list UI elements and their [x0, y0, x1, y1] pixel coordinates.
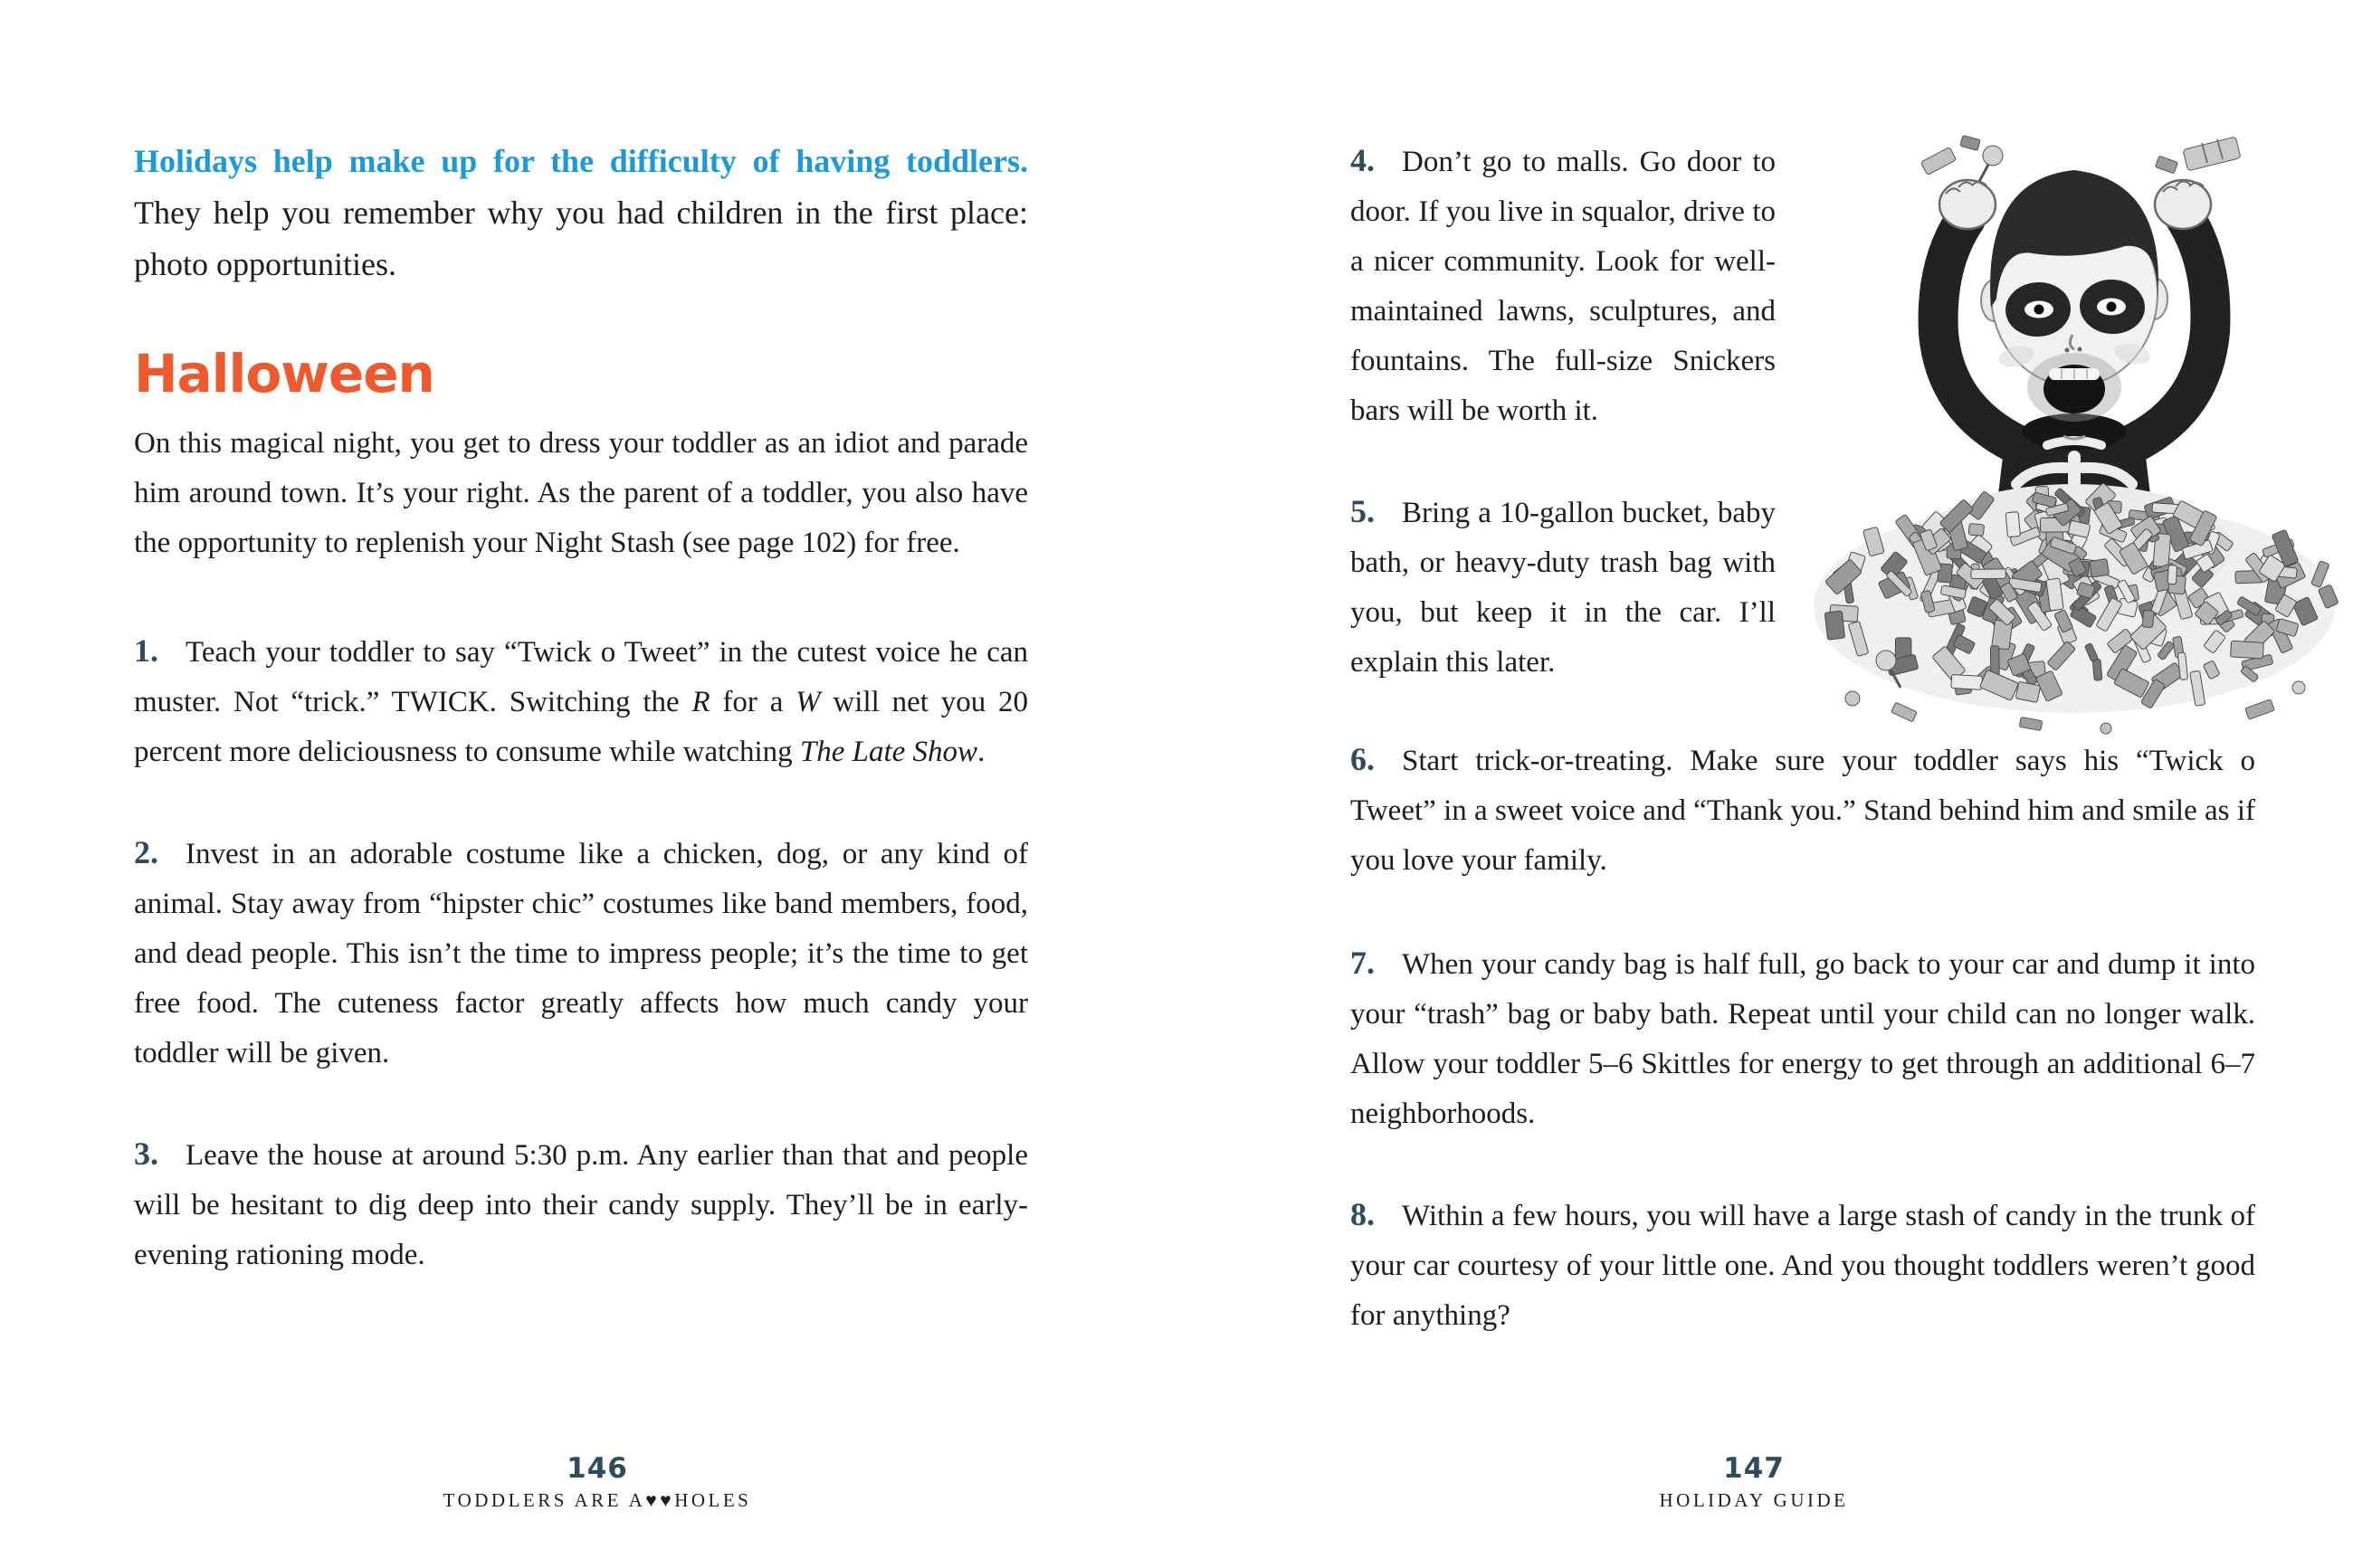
- item-text: Within a few hours, you will have a large stash of candy in the trunk of your car courtesy of your little one. And you thought toddlers weren’t good for anything?: [1350, 1200, 2255, 1332]
- intro-rest: They help you remember why you had children in the first place: photo opportunities.: [134, 195, 1028, 282]
- item-number: 7.: [1350, 945, 1375, 981]
- numbered-list-item: [1350, 1190, 2255, 1341]
- item-number: 6.: [1350, 741, 1375, 777]
- left-page-number: 146: [567, 1452, 628, 1485]
- numbered-list-item: [1350, 938, 2255, 1139]
- right-page-footer: [1350, 1453, 2158, 1511]
- right-running-title: HOLIDAY GUIDE: [1659, 1489, 1849, 1511]
- candy-bar: [2183, 137, 2241, 171]
- item-number: 1.: [134, 632, 158, 669]
- item-text: Leave the house at around 5:30 p.m. Any earlier than that and people will be hesitant to dig deep into their candy supply. They’ll be in early-evening rationing mode.: [134, 1139, 1028, 1271]
- candy-pile: [1814, 482, 2339, 734]
- numbered-list-item: [1350, 487, 1776, 688]
- item-text: Don’t go to malls. Go door to door. If you live in squalor, drive to a nicer community. Look for well-maintained lawns, sculptures, and fountains. The full-size Snickers bars will be worth it.: [1350, 146, 1776, 427]
- item-number: 8.: [1350, 1196, 1375, 1232]
- item-text: Teach your toddler to say “Twick o Tweet” in the cutest voice he can muster. Not “trick.” TWICK. Switching the R for a W will net you 20 percent more deliciousness to consume while watching The Late Show.: [134, 636, 1028, 768]
- item-text: Bring a 10-gallon bucket, baby bath, or heavy-duty trash bag with you, but keep it in the car. I’ll explain this later.: [1350, 497, 1776, 679]
- item-number: 5.: [1350, 493, 1375, 529]
- boy-head: [1981, 170, 2167, 439]
- halloween-candy-illustration: [1803, 27, 2346, 742]
- numbered-list-item: [134, 828, 1028, 1079]
- left-page: [134, 0, 1028, 1310]
- right-page-number: 147: [1723, 1452, 1785, 1485]
- section-heading-halloween: Halloween: [134, 343, 434, 404]
- left-running-title: TODDLERS ARE A♥♥HOLES: [443, 1489, 752, 1511]
- item-number: 3.: [134, 1136, 158, 1172]
- item-number: 4.: [1350, 142, 1375, 178]
- item-text: Start trick-or-treating. Make sure your toddler says his “Twick o Tweet” in a sweet voice and “Thank you.” Stand behind him and smile as if you love your family.: [1350, 745, 2255, 877]
- numbered-list-item: [134, 626, 1028, 777]
- numbered-list-item: [1350, 735, 2255, 886]
- intro-paragraph: [134, 136, 1028, 290]
- numbered-list-item: [134, 1129, 1028, 1280]
- numbered-list-item: [1350, 136, 1776, 436]
- right-fist: [2155, 180, 2211, 229]
- item-text: Invest in an adorable costume like a chicken, dog, or any kind of animal. Stay away from “hipster chic” costumes like band members, food, and dead people. This isn’t the time to impress people; it’s the time to get free food. The cuteness factor greatly affects how much candy your toddler will be given.: [134, 838, 1028, 1069]
- left-page-footer: [134, 1453, 1061, 1511]
- left-items-list: [134, 626, 1028, 1280]
- left-fist: [1939, 180, 1996, 229]
- lead-paragraph: On this magical night, you get to dress your toddler as an idiot and parade him around town. It’s your right. As the parent of a toddler, you also have the opportunity to replenish your Night Stash (see page 102) for free.: [134, 427, 1028, 559]
- intro-highlight: Holidays help make up for the difficulty of having toddlers.: [134, 143, 1028, 179]
- item-text: When your candy bag is half full, go back to your car and dump it into your “trash” bag or baby bath. Repeat until your child can no longer walk. Allow your toddler 5–6 Skittles for energy to get through an additional 6–7 neighborhoods.: [1350, 948, 2255, 1130]
- item-number: 2.: [134, 834, 158, 870]
- lollipop: [1876, 651, 1896, 670]
